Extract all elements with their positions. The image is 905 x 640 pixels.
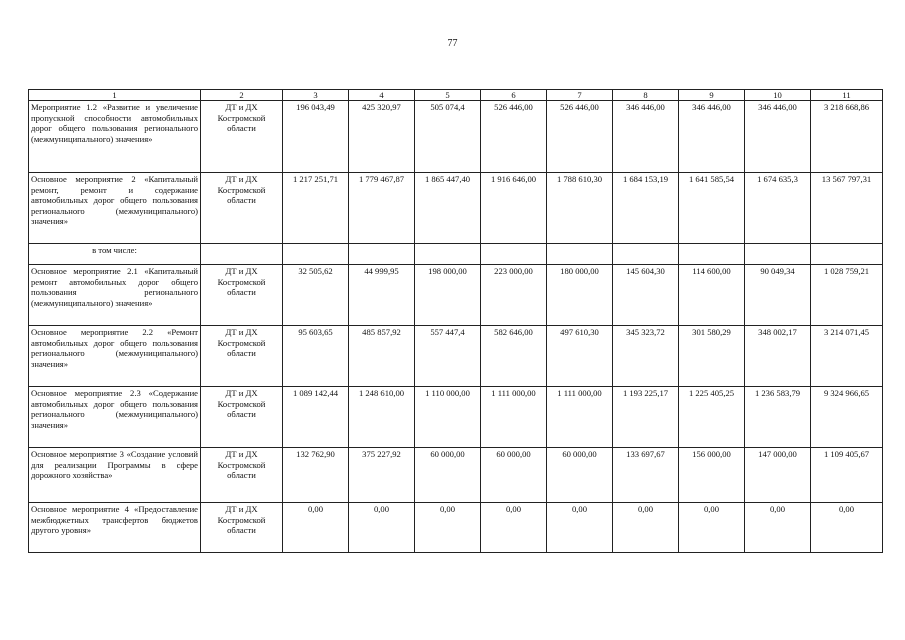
- year-value: 346 446,00: [613, 101, 679, 173]
- year-value: 375 227,92: [349, 448, 415, 503]
- year-value: 1 111 000,00: [481, 387, 547, 448]
- year-value: 1 217 251,71: [283, 173, 349, 244]
- year-value: 301 580,29: [679, 326, 745, 387]
- activity-name: Мероприятие 1.2 «Развитие и увеличение пропускной способности автомобильных дорог общего пользования регионального (межмуниципального) значения»: [29, 101, 201, 173]
- year-value: 147 000,00: [745, 448, 811, 503]
- year-value: 90 049,34: [745, 265, 811, 326]
- table-row: [29, 173, 883, 244]
- year-value: 133 697,67: [613, 448, 679, 503]
- column-number: 6: [481, 90, 547, 101]
- year-value: 1 684 153,19: [613, 173, 679, 244]
- year-value: 1 788 610,30: [547, 173, 613, 244]
- executor: ДТ и ДХ Костромской области: [201, 387, 283, 448]
- year-value: 1 111 000,00: [547, 387, 613, 448]
- year-value: 0,00: [613, 503, 679, 553]
- total-value: 3 218 668,86: [811, 101, 883, 173]
- year-value: 582 646,00: [481, 326, 547, 387]
- year-value: 145 604,30: [613, 265, 679, 326]
- subheader-label: в том числе:: [29, 244, 201, 265]
- total-value: 9 324 966,65: [811, 387, 883, 448]
- table-row: [29, 101, 883, 173]
- year-value: 114 600,00: [679, 265, 745, 326]
- table-header-row: [29, 90, 883, 101]
- empty-cell: [613, 244, 679, 265]
- column-number: 9: [679, 90, 745, 101]
- year-value: 526 446,00: [481, 101, 547, 173]
- table-row: [29, 326, 883, 387]
- year-value: 0,00: [415, 503, 481, 553]
- year-value: 1 248 610,00: [349, 387, 415, 448]
- column-number: 10: [745, 90, 811, 101]
- year-value: 526 446,00: [547, 101, 613, 173]
- empty-cell: [547, 244, 613, 265]
- budget-table: [28, 89, 883, 553]
- executor: ДТ и ДХ Костромской области: [201, 173, 283, 244]
- column-number: 7: [547, 90, 613, 101]
- year-value: 132 762,90: [283, 448, 349, 503]
- empty-cell: [201, 244, 283, 265]
- year-value: 196 043,49: [283, 101, 349, 173]
- table-row: [29, 503, 883, 553]
- year-value: 348 002,17: [745, 326, 811, 387]
- executor: ДТ и ДХ Костромской области: [201, 101, 283, 173]
- executor: ДТ и ДХ Костромской области: [201, 265, 283, 326]
- empty-cell: [481, 244, 547, 265]
- year-value: 0,00: [745, 503, 811, 553]
- year-value: 1 865 447,40: [415, 173, 481, 244]
- executor: ДТ и ДХ Костромской области: [201, 448, 283, 503]
- year-value: 1 641 585,54: [679, 173, 745, 244]
- total-value: 0,00: [811, 503, 883, 553]
- year-value: 485 857,92: [349, 326, 415, 387]
- column-number: 2: [201, 90, 283, 101]
- total-value: 13 567 797,31: [811, 173, 883, 244]
- activity-name: Основное мероприятие 2 «Капитальный ремонт, ремонт и содержание автомобильных дорог общего пользования регионального (межмуниципального) значения»: [29, 173, 201, 244]
- total-value: 1 109 405,67: [811, 448, 883, 503]
- year-value: 0,00: [679, 503, 745, 553]
- year-value: 497 610,30: [547, 326, 613, 387]
- empty-cell: [679, 244, 745, 265]
- empty-cell: [349, 244, 415, 265]
- total-value: 3 214 071,45: [811, 326, 883, 387]
- column-number: 4: [349, 90, 415, 101]
- activity-name: Основное мероприятие 3 «Создание условий для реализации Программы в сфере дорожного хозяйства»: [29, 448, 201, 503]
- table-row: [29, 265, 883, 326]
- empty-cell: [745, 244, 811, 265]
- year-value: 0,00: [481, 503, 547, 553]
- year-value: 1 236 583,79: [745, 387, 811, 448]
- year-value: 1 674 635,3: [745, 173, 811, 244]
- year-value: 1 916 646,00: [481, 173, 547, 244]
- empty-cell: [811, 244, 883, 265]
- year-value: 0,00: [283, 503, 349, 553]
- column-number: 3: [283, 90, 349, 101]
- year-value: 0,00: [547, 503, 613, 553]
- year-value: 1 779 467,87: [349, 173, 415, 244]
- column-number: 5: [415, 90, 481, 101]
- year-value: 1 110 000,00: [415, 387, 481, 448]
- year-value: 60 000,00: [547, 448, 613, 503]
- year-value: 44 999,95: [349, 265, 415, 326]
- executor: ДТ и ДХ Костромской области: [201, 503, 283, 553]
- year-value: 95 603,65: [283, 326, 349, 387]
- year-value: 156 000,00: [679, 448, 745, 503]
- year-value: 198 000,00: [415, 265, 481, 326]
- subheader-row: [29, 244, 883, 265]
- year-value: 1 089 142,44: [283, 387, 349, 448]
- year-value: 32 505,62: [283, 265, 349, 326]
- total-value: 1 028 759,21: [811, 265, 883, 326]
- column-number: 11: [811, 90, 883, 101]
- activity-name: Основное мероприятие 2.3 «Содержание автомобильных дорог общего пользования регионального (межмуниципального) значения»: [29, 387, 201, 448]
- year-value: 346 446,00: [679, 101, 745, 173]
- year-value: 1 225 405,25: [679, 387, 745, 448]
- year-value: 345 323,72: [613, 326, 679, 387]
- page-number: 77: [447, 38, 458, 49]
- year-value: 557 447,4: [415, 326, 481, 387]
- year-value: 505 074,4: [415, 101, 481, 173]
- activity-name: Основное мероприятие 4 «Предоставление межбюджетных трансфертов бюджетов другого уровня»: [29, 503, 201, 553]
- table-row: [29, 387, 883, 448]
- column-number: 8: [613, 90, 679, 101]
- year-value: 223 000,00: [481, 265, 547, 326]
- table-row: [29, 448, 883, 503]
- year-value: 60 000,00: [481, 448, 547, 503]
- year-value: 180 000,00: [547, 265, 613, 326]
- column-number: 1: [29, 90, 201, 101]
- year-value: 60 000,00: [415, 448, 481, 503]
- activity-name: Основное мероприятие 2.2 «Ремонт автомобильных дорог общего пользования регионального (межмуниципального) значения»: [29, 326, 201, 387]
- year-value: 0,00: [349, 503, 415, 553]
- year-value: 346 446,00: [745, 101, 811, 173]
- year-value: 1 193 225,17: [613, 387, 679, 448]
- year-value: 425 320,97: [349, 101, 415, 173]
- empty-cell: [283, 244, 349, 265]
- empty-cell: [415, 244, 481, 265]
- executor: ДТ и ДХ Костромской области: [201, 326, 283, 387]
- activity-name: Основное мероприятие 2.1 «Капитальный ремонт автомобильных дорог общего пользования регионального (межмуниципального) значения»: [29, 265, 201, 326]
